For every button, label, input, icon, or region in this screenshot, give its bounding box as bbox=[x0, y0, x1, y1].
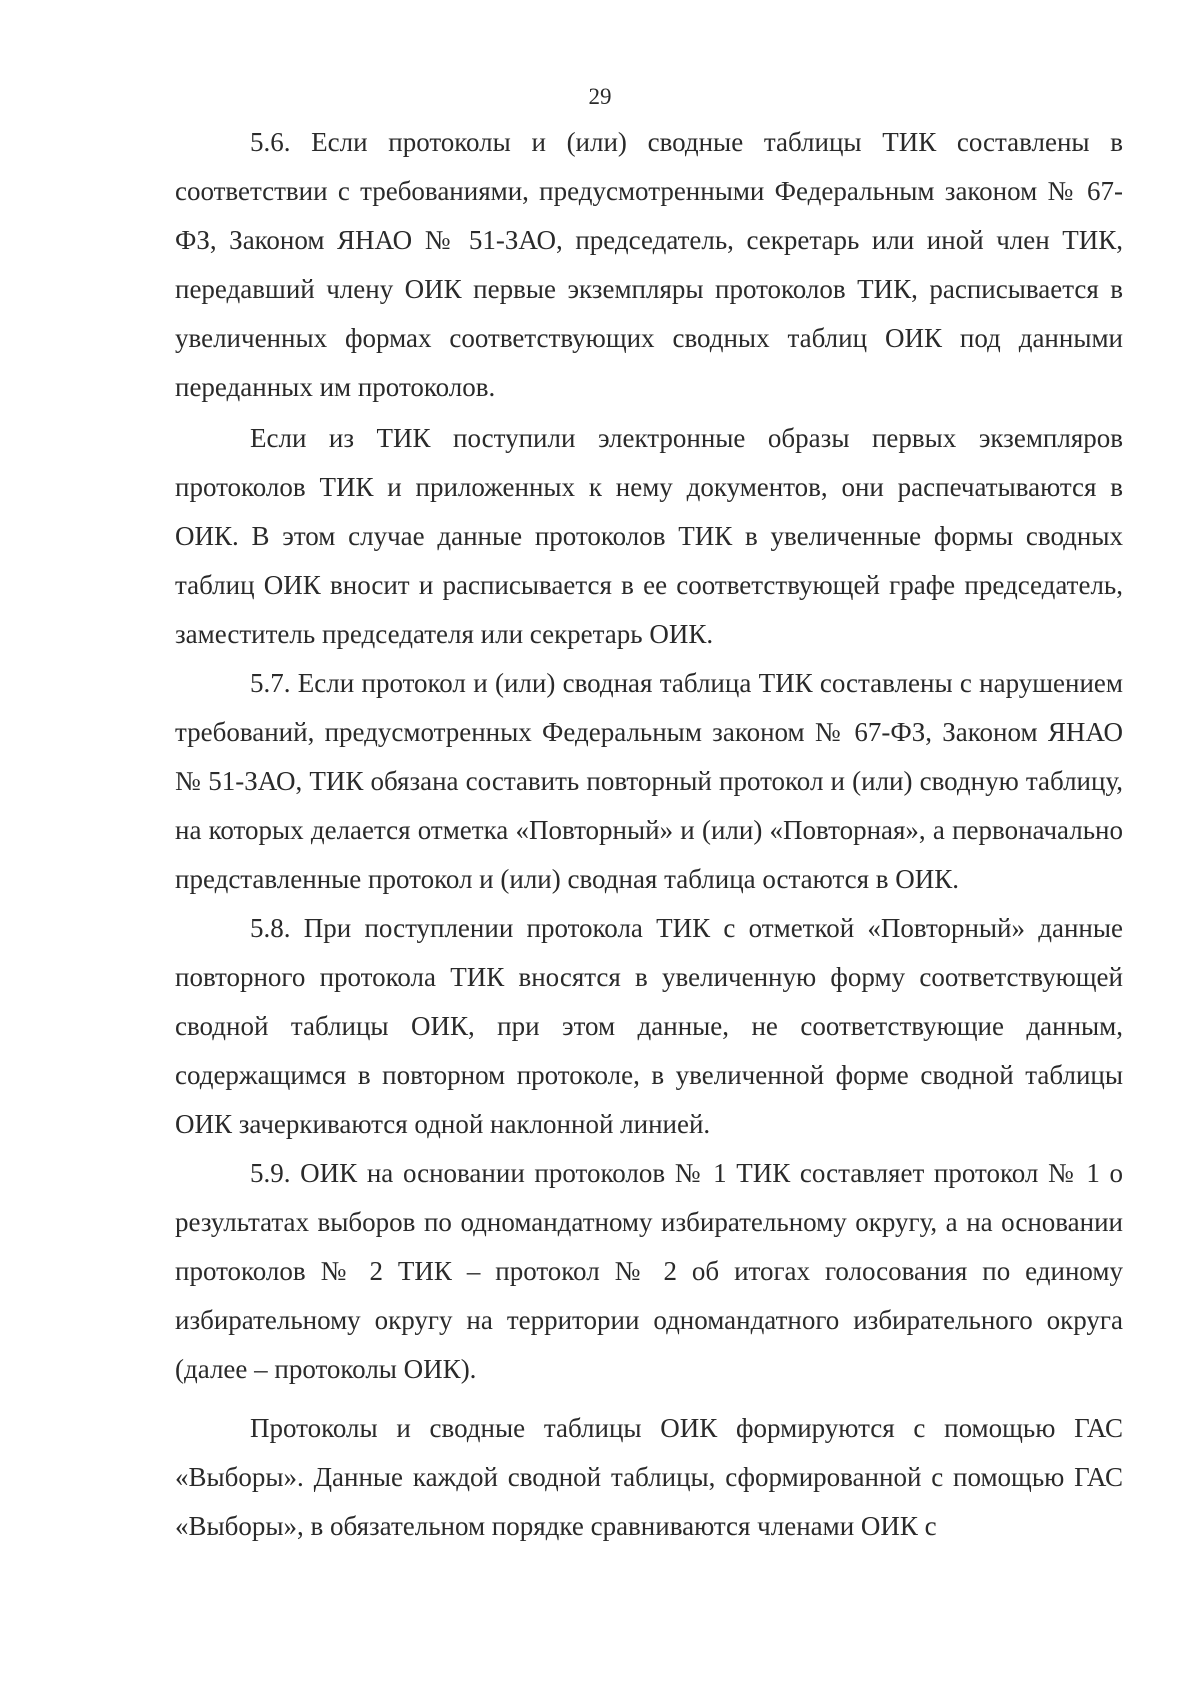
document-body bbox=[175, 118, 1123, 1551]
page-number: 29 bbox=[588, 84, 612, 109]
paragraph-electronic-images: Если из ТИК поступили электронные образы первых экземпляров протоколов ТИК и приложенных к нему документов, они распечатываются в ОИК. В этом случае данные протоколов ТИК в увеличенные формы сводных таблиц ОИК вносит и расписывается в ее соответствующей графе председатель, заместитель председателя или секретарь ОИК. bbox=[175, 423, 1123, 649]
paragraph-5-9: 5.9. ОИК на основании протоколов № 1 ТИК составляет протокол № 1 о результатах выборов по одномандатному избирательному округу, а на основании протоколов № 2 ТИК – протокол № 2 об итогах голосования по единому избирательному округу на территории одномандатного избирательного округа (далее – протоколы ОИК). bbox=[175, 1158, 1123, 1384]
paragraph-5-6: 5.6. Если протоколы и (или) сводные таблицы ТИК составлены в соответствии с требованиями, предусмотренными Федеральным законом № 67-ФЗ, Законом ЯНАО № 51-ЗАО, председатель, секретарь или иной член ТИК, передавший члену ОИК первые экземпляры протоколов ТИК, расписывается в увеличенных формах соответствующих сводных таблиц ОИК под данными переданных им протоколов. bbox=[175, 127, 1123, 402]
paragraph-5-7: 5.7. Если протокол и (или) сводная таблица ТИК составлены с нарушением требований, предусмотренных Федеральным законом № 67-ФЗ, Законом ЯНАО № 51-ЗАО, ТИК обязана составить повторный протокол и (или) сводную таблицу, на которых делается отметка «Повторный» и (или) «Повторная», а первоначально представленные протокол и (или) сводная таблица остаются в ОИК. bbox=[175, 668, 1123, 894]
paragraph-gas-vybory: Протоколы и сводные таблицы ОИК формируются с помощью ГАС «Выборы». Данные каждой сводной таблицы, сформированной с помощью ГАС «Выборы», в обязательном порядке сравниваются членами ОИК с bbox=[175, 1413, 1123, 1541]
paragraph-5-8: 5.8. При поступлении протокола ТИК с отметкой «Повторный» данные повторного протокола ТИК вносятся в увеличенную форму соответствующей сводной таблицы ОИК, при этом данные, не соответствующие данным, содержащимся в повторном протоколе, в увеличенной форме сводной таблицы ОИК зачеркиваются одной наклонной линией. bbox=[175, 913, 1123, 1139]
